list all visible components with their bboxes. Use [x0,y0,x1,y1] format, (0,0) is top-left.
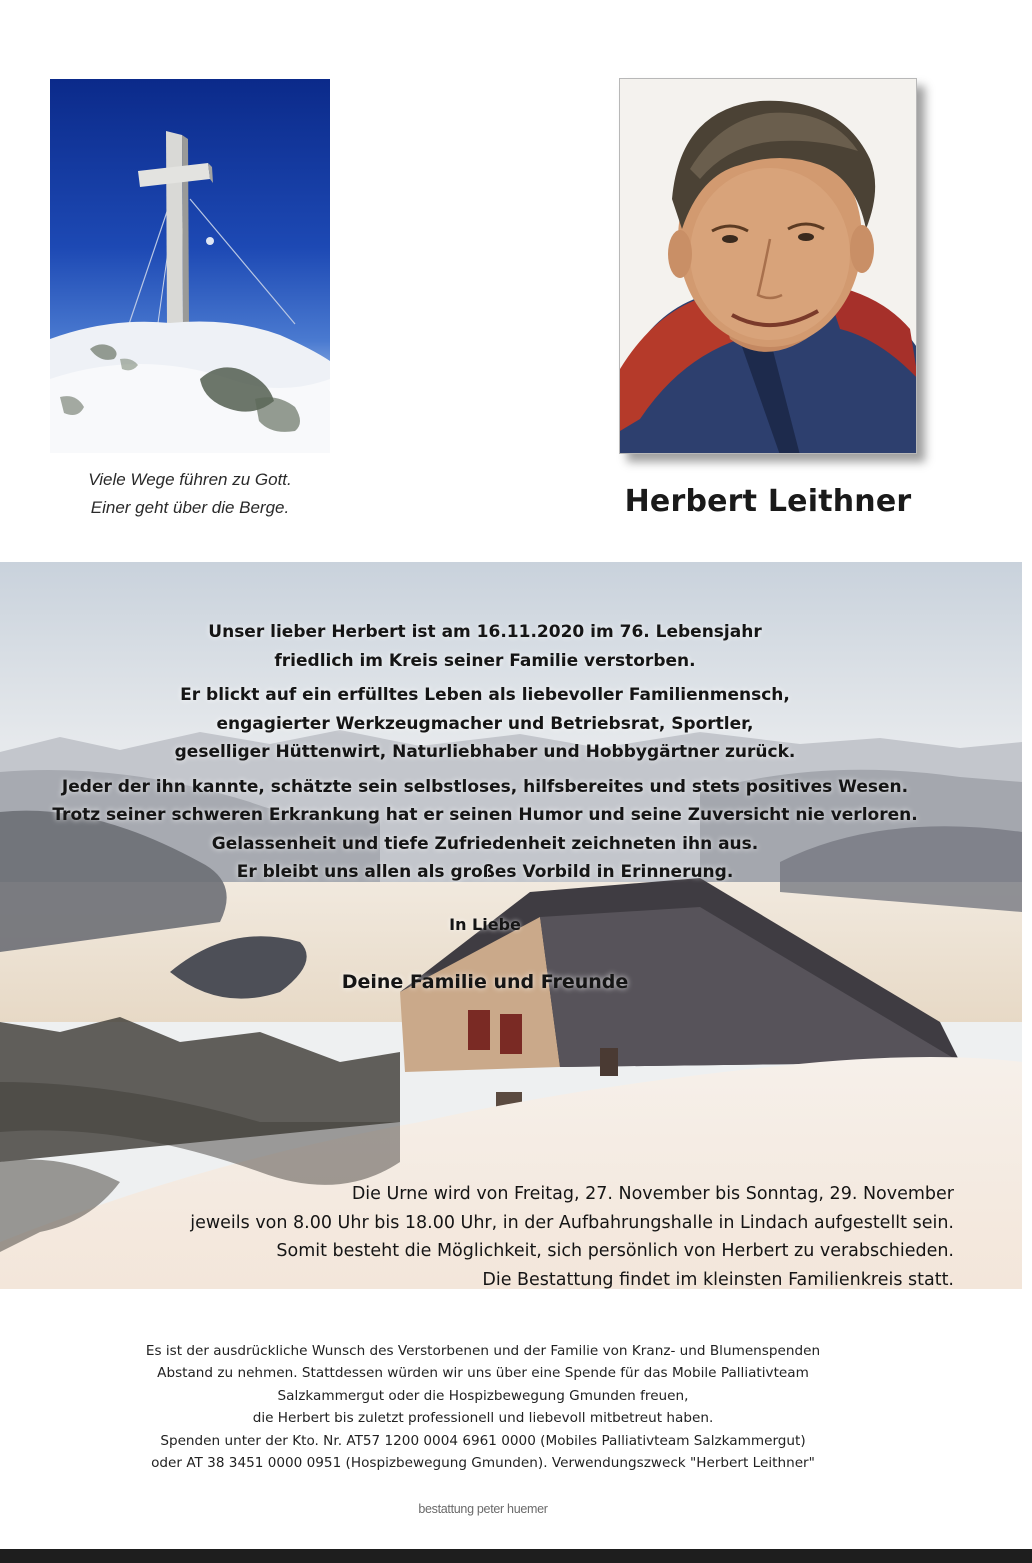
summit-cross-photo [50,79,330,453]
obituary-line: Er blickt auf ein erfülltes Leben als liebevoller Familienmensch, [180,685,790,705]
urn-line: Die Urne wird von Freitag, 27. November bis Sonntag, 29. November [351,1184,954,1204]
obituary-line: Gelassenheit und tiefe Zufriedenheit zeichneten ihn aus. [211,833,759,854]
obituary-line: Unser lieber Herbert ist am 16.11.2020 im 76. Lebensjahr [208,622,762,642]
undertaker-name: bestattung peter huemer [418,1502,548,1516]
obituary-paragraph-3 [0,773,970,887]
obituary-paragraph-2 [0,681,970,767]
cross-caption-line1: Viele Wege führen zu Gott. [88,470,292,489]
family-signature: Deine Familie und Freunde [341,971,629,993]
note-line: die Herbert bis zuletzt professionell und liebevoll mitbetreut haben. [252,1410,714,1427]
urn-line: Somit besteht die Möglichkeit, sich persönlich von Herbert zu verabschieden. [276,1241,954,1262]
note-line: Abstand zu nehmen. Stattdessen würden wir uns über eine Spende für das Mobile Palliativteam [157,1365,809,1382]
note-line: Spenden unter der Kto. Nr. AT57 1200 0004 6961 0000 (Mobiles Palliativteam Salzkammergut) [160,1432,806,1449]
obituary-paragraph-1 [0,618,970,675]
cross-caption-line2: Einer geht über die Berge. [90,498,290,517]
urn-line: jeweils von 8.00 Uhr bis 18.00 Uhr, in der Aufbahrungshalle in Lindach aufgestellt sein. [190,1212,954,1233]
urn-line: Die Bestattung findet im kleinsten Familienkreis statt. [482,1269,954,1289]
obituary-line: geselliger Hüttenwirt, Naturliebhaber und Hobbygärtner zurück. [174,742,796,762]
bottom-bar [0,1549,1032,1563]
deceased-name: Herbert Leithner [624,484,912,519]
landscape-panel [0,562,1022,1289]
donation-note [60,1340,906,1474]
obituary-line: Trotz seiner schweren Erkrankung hat er seinen Humor und seine Zuversicht nie verloren. [52,805,918,825]
obituary-line: Er bleibt uns allen als großes Vorbild in Erinnerung. [236,862,734,882]
obituary-line: Jeder der ihn kannte, schätzte sein selbstloses, hilfsbereites und stets positives Wesen. [61,776,909,797]
in-liebe: In Liebe [449,915,521,934]
obituary-text [0,618,970,893]
portrait-photo [619,78,917,454]
note-line: Es ist der ausdrückliche Wunsch des Verstorbenen und der Familie von Kranz- und Blumenspenden [145,1343,821,1359]
note-line: oder AT 38 3451 0000 0951 (Hospizbewegung Gmunden). Verwendungszweck "Herbert Leithner" [151,1455,815,1472]
obituary-line: engagierter Werkzeugmacher und Betriebsrat, Sportler, [216,713,754,734]
obituary-line: friedlich im Kreis seiner Familie verstorben. [274,650,696,671]
note-line: Salzkammergut oder die Hospizbewegung Gmunden freuen, [277,1387,689,1404]
urn-information [94,1180,954,1289]
cross-caption [50,466,330,522]
